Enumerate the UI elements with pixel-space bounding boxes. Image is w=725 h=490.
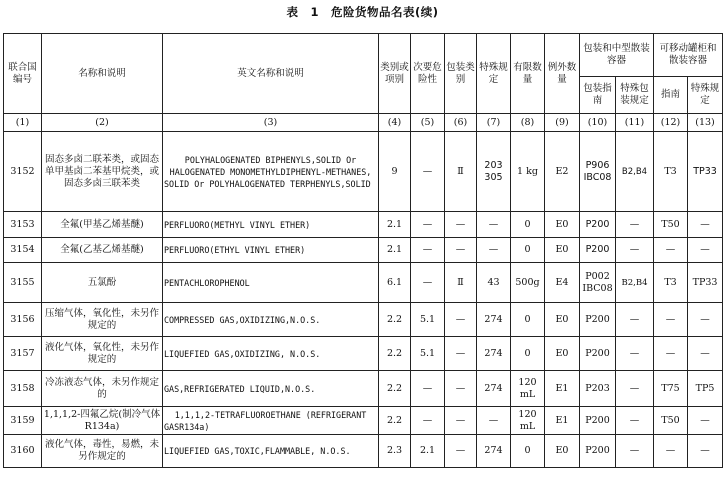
header-special-packing: 特殊包装规定 — [616, 77, 654, 114]
header-tank-instruction: 指南 — [654, 77, 688, 114]
cell-class: 2.2 — [379, 407, 411, 435]
cell-class: 2.1 — [379, 212, 411, 238]
cell-name-en: 1,1,1,2-TETRAFLUOROETHANE (REFRIGERANT GASR134a) — [163, 407, 379, 435]
cell-name-cn: 液化气体，毒性，易燃，未另作规定的 — [42, 435, 163, 468]
cell-class: 9 — [379, 132, 411, 212]
cell-limited-quantity: 0 — [511, 212, 545, 238]
table-row — [4, 407, 723, 435]
col-number: (8) — [511, 114, 545, 132]
cell-limited-quantity: 500g — [511, 263, 545, 303]
cell-limited-quantity: 120 mL — [511, 371, 545, 407]
cell-class: 2.3 — [379, 435, 411, 468]
cell-tank-instruction: — — [654, 238, 688, 263]
cell-packing-group: — — [445, 435, 477, 468]
header-portable-tanks: 可移动罐柜和散装容器 — [654, 34, 723, 77]
col-number: (13) — [688, 114, 723, 132]
cell-packing-instruction: P203 — [580, 371, 616, 407]
cell-sub-risk: 5.1 — [411, 337, 445, 371]
cell-sub-risk: 5.1 — [411, 303, 445, 337]
cell-tank-instruction: T3 — [654, 132, 688, 212]
cell-un-number: 3160 — [4, 435, 42, 468]
cell-packing-group: Ⅱ — [445, 132, 477, 212]
cell-un-number: 3157 — [4, 337, 42, 371]
header-un-number: 联合国编号 — [4, 34, 42, 114]
cell-packing-instruction: P200 — [580, 407, 616, 435]
cell-name-en: PERFLUORO(ETHYL VINYL ETHER) — [163, 238, 379, 263]
cell-sub-risk: — — [411, 212, 445, 238]
cell-sub-risk: — — [411, 238, 445, 263]
cell-tank-special: — — [688, 238, 723, 263]
cell-tank-special: TP5 — [688, 371, 723, 407]
col-number: (1) — [4, 114, 42, 132]
cell-sub-risk: 2.1 — [411, 435, 445, 468]
col-number: (9) — [545, 114, 580, 132]
cell-packing-instruction: P200 — [580, 435, 616, 468]
cell-special-provisions: 274 — [477, 435, 511, 468]
cell-tank-special: — — [688, 435, 723, 468]
cell-name-en: LIQUEFIED GAS,TOXIC,FLAMMABLE, N.O.S. — [163, 435, 379, 468]
cell-name-cn: 全氟(甲基乙烯基醚) — [42, 212, 163, 238]
table-row — [4, 371, 723, 407]
cell-special-provisions: 274 — [477, 371, 511, 407]
cell-name-cn: 1,1,1,2-四氟乙烷(制冷气体R134a) — [42, 407, 163, 435]
cell-packing-group: — — [445, 371, 477, 407]
cell-tank-instruction: — — [654, 337, 688, 371]
cell-special-packing: — — [616, 303, 654, 337]
cell-special-packing: — — [616, 435, 654, 468]
cell-special-packing: — — [616, 337, 654, 371]
cell-class: 2.2 — [379, 337, 411, 371]
cell-un-number: 3158 — [4, 371, 42, 407]
cell-limited-quantity: 0 — [511, 303, 545, 337]
cell-tank-special: TP33 — [688, 263, 723, 303]
cell-special-provisions: 274 — [477, 303, 511, 337]
cell-un-number: 3154 — [4, 238, 42, 263]
cell-excepted-quantity: E0 — [545, 238, 580, 263]
cell-excepted-quantity: E0 — [545, 435, 580, 468]
col-number: (5) — [411, 114, 445, 132]
cell-packing-instruction: P200 — [580, 238, 616, 263]
cell-tank-special: — — [688, 303, 723, 337]
cell-class: 2.2 — [379, 303, 411, 337]
cell-excepted-quantity: E0 — [545, 212, 580, 238]
header-limited-quantity: 有限数量 — [511, 34, 545, 114]
dangerous-goods-table — [3, 33, 723, 468]
col-number: (12) — [654, 114, 688, 132]
cell-packing-group: — — [445, 238, 477, 263]
cell-special-packing: — — [616, 238, 654, 263]
cell-excepted-quantity: E0 — [545, 303, 580, 337]
cell-excepted-quantity: E2 — [545, 132, 580, 212]
cell-packing-instruction: P200 — [580, 337, 616, 371]
cell-special-provisions: — — [477, 212, 511, 238]
table-title: 表 1 危险货物品名表(续) — [286, 5, 439, 19]
cell-packing-instruction: P906 IBC08 — [580, 132, 616, 212]
cell-packing-group: — — [445, 303, 477, 337]
cell-tank-instruction: T50 — [654, 407, 688, 435]
cell-name-en: POLYHALOGENATED BIPHENYLS,SOLID Or HALOGENATED MONOMETHYLDIPHENYL-METHANES, SOLID Or POLYHALOGENATED TERPHENYLS,SOLID — [163, 132, 379, 212]
header-packing-instruction: 包装指南 — [580, 77, 616, 114]
cell-sub-risk: — — [411, 371, 445, 407]
cell-limited-quantity: 1 kg — [511, 132, 545, 212]
cell-tank-instruction: — — [654, 435, 688, 468]
cell-special-packing: — — [616, 407, 654, 435]
cell-name-cn: 冷冻液态气体，未另作规定的 — [42, 371, 163, 407]
cell-name-en: LIQUEFIED GAS,OXIDIZING, N.O.S. — [163, 337, 379, 371]
col-number: (3) — [163, 114, 379, 132]
cell-class: 6.1 — [379, 263, 411, 303]
col-number: (10) — [580, 114, 616, 132]
header-special-provisions: 特殊规定 — [477, 34, 511, 114]
cell-name-en: GAS,REFRIGERATED LIQUID,N.O.S. — [163, 371, 379, 407]
cell-un-number: 3159 — [4, 407, 42, 435]
header-packing-group: 包装类别 — [445, 34, 477, 114]
header-name-en: 英文名称和说明 — [163, 34, 379, 114]
cell-packing-group: — — [445, 407, 477, 435]
cell-un-number: 3153 — [4, 212, 42, 238]
header-tank-special: 特殊规定 — [688, 77, 723, 114]
cell-name-cn: 压缩气体，氧化性，未另作规定的 — [42, 303, 163, 337]
cell-packing-group: — — [445, 337, 477, 371]
cell-special-packing: B2,B4 — [616, 132, 654, 212]
col-number: (7) — [477, 114, 511, 132]
col-number: (2) — [42, 114, 163, 132]
cell-un-number: 3156 — [4, 303, 42, 337]
header-packaging-ibc: 包装和中型散装容器 — [580, 34, 654, 77]
cell-tank-special: — — [688, 337, 723, 371]
cell-special-packing: — — [616, 212, 654, 238]
header-excepted-quantity: 例外数量 — [545, 34, 580, 114]
cell-sub-risk: — — [411, 132, 445, 212]
cell-special-packing: — — [616, 371, 654, 407]
cell-special-provisions: — — [477, 407, 511, 435]
cell-tank-instruction: T50 — [654, 212, 688, 238]
cell-name-en: PENTACHLOROPHENOL — [163, 263, 379, 303]
table-row — [4, 132, 723, 212]
cell-packing-group: Ⅱ — [445, 263, 477, 303]
cell-limited-quantity: 120 mL — [511, 407, 545, 435]
cell-limited-quantity: 0 — [511, 337, 545, 371]
header-class: 类别或项别 — [379, 34, 411, 114]
cell-packing-group: — — [445, 212, 477, 238]
cell-class: 2.1 — [379, 238, 411, 263]
cell-excepted-quantity: E4 — [545, 263, 580, 303]
cell-special-provisions: 203 305 — [477, 132, 511, 212]
cell-excepted-quantity: E1 — [545, 407, 580, 435]
cell-limited-quantity: 0 — [511, 238, 545, 263]
col-number: (4) — [379, 114, 411, 132]
cell-packing-instruction: P002 IBC08 — [580, 263, 616, 303]
cell-name-en: PERFLUORO(METHYL VINYL ETHER) — [163, 212, 379, 238]
cell-packing-instruction: P200 — [580, 212, 616, 238]
col-number: (6) — [445, 114, 477, 132]
header-name-cn: 名称和说明 — [42, 34, 163, 114]
table-row — [4, 263, 723, 303]
table-row — [4, 435, 723, 468]
cell-name-cn: 液化气体，氧化性，未另作规定的 — [42, 337, 163, 371]
cell-tank-instruction: T3 — [654, 263, 688, 303]
cell-limited-quantity: 0 — [511, 435, 545, 468]
cell-special-packing: B2,B4 — [616, 263, 654, 303]
table-row — [4, 337, 723, 371]
cell-name-cn: 固态多卤二联苯类，或固态单甲基卤二苯基甲烷类，或固态多卤三联苯类 — [42, 132, 163, 212]
cell-excepted-quantity: E0 — [545, 337, 580, 371]
column-number-row — [4, 114, 723, 132]
cell-class: 2.2 — [379, 371, 411, 407]
cell-un-number: 3152 — [4, 132, 42, 212]
cell-name-cn: 五氯酚 — [42, 263, 163, 303]
cell-name-cn: 全氟(乙基乙烯基醚) — [42, 238, 163, 263]
cell-sub-risk: — — [411, 263, 445, 303]
cell-special-provisions: 274 — [477, 337, 511, 371]
cell-tank-instruction: T75 — [654, 371, 688, 407]
table-row — [4, 238, 723, 263]
cell-excepted-quantity: E1 — [545, 371, 580, 407]
cell-tank-special: — — [688, 212, 723, 238]
cell-un-number: 3155 — [4, 263, 42, 303]
cell-special-provisions: — — [477, 238, 511, 263]
table-row — [4, 212, 723, 238]
table-row — [4, 303, 723, 337]
cell-sub-risk: — — [411, 407, 445, 435]
header-sub-risk: 次要危险性 — [411, 34, 445, 114]
cell-packing-instruction: P200 — [580, 303, 616, 337]
col-number: (11) — [616, 114, 654, 132]
cell-tank-special: TP33 — [688, 132, 723, 212]
cell-name-en: COMPRESSED GAS,OXIDIZING,N.O.S. — [163, 303, 379, 337]
cell-tank-instruction: — — [654, 303, 688, 337]
cell-tank-special: — — [688, 407, 723, 435]
cell-special-provisions: 43 — [477, 263, 511, 303]
